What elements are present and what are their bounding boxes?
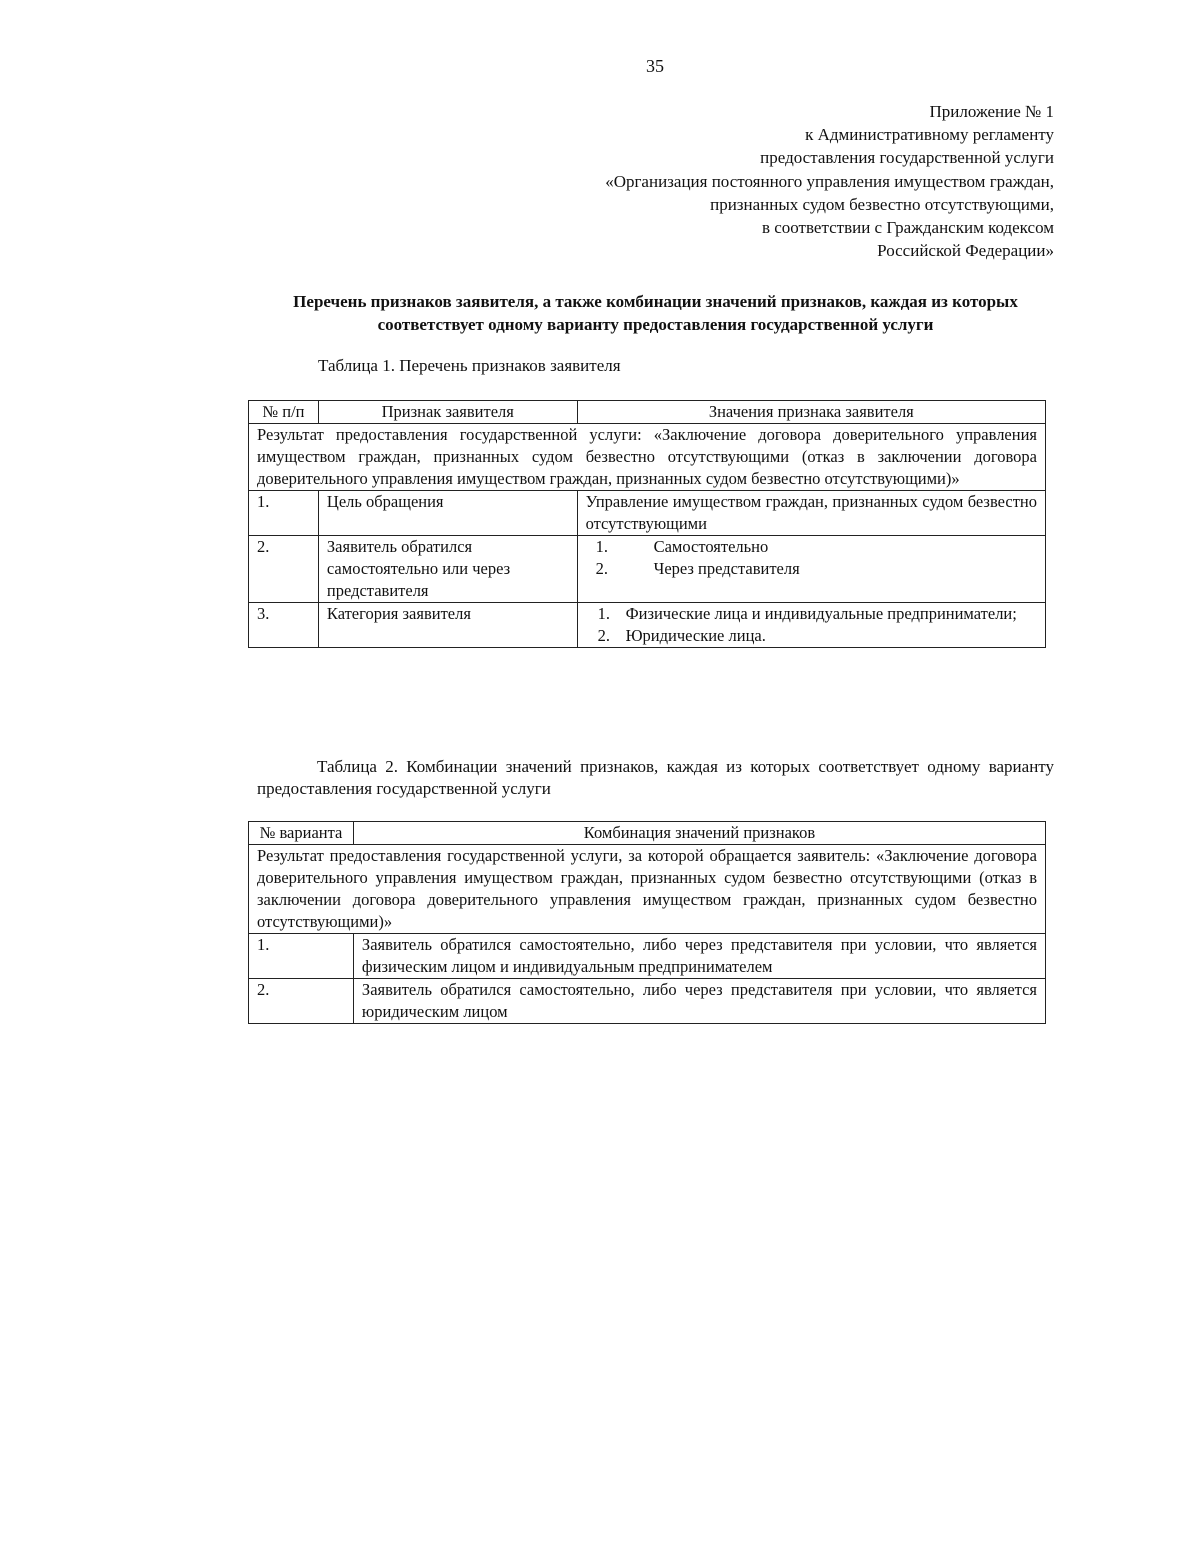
list-text: Через представителя [653,559,800,578]
value-cell [577,536,1045,603]
header-cell-variant: № варианта [249,822,354,845]
appendix-line: признанных судом безвестно отсутствующими, [710,194,1054,214]
result-row [249,845,1046,934]
header-cell-values: Значения признака заявителя [577,401,1045,424]
table-row [249,934,1046,979]
result-cell: Результат предоставления государственной услуги, за которой обращается заявитель: «Заключение договора доверительного управления имуществом граждан, признанных судом безвестно отсутствующими (отказ в заключении договора доверительного управления имуществом граждан, признанных судом безвестно отсутствующими)» [249,845,1046,934]
feature-cell: Цель обращения [318,491,577,536]
list-number: 1. [595,537,608,556]
result-cell: Результат предоставления государственной услуги: «Заключение договора доверительного управления имуществом граждан, признанных судом безвестно отсутствующими (отказ в заключении договора доверительного управления имуществом граждан, признанных судом безвестно отсутствующими)» [249,424,1046,491]
list-item [586,625,1037,647]
page-number: 35 [646,56,664,76]
feature-cell: Категория заявителя [318,603,577,648]
table-header-row [249,401,1046,424]
feature-combinations-table [248,821,1046,1024]
row-number: 2. [249,979,354,1024]
table-header-row [249,822,1046,845]
header-cell-combination: Комбинация значений признаков [353,822,1045,845]
list-number: 2. [595,559,608,578]
table-row [249,536,1046,603]
table1-caption: Таблица 1. Перечень признаков заявителя [318,356,621,375]
list-number: 1. [597,604,610,623]
header-cell-number: № п/п [249,401,319,424]
table2-caption: Таблица 2. Комбинации значений признаков, каждая из которых соответствует одному варианту предоставления государственной услуги [257,757,1054,798]
value-cell [577,603,1045,648]
table-row [249,979,1046,1024]
row-number: 1. [249,934,354,979]
appendix-line: Приложение № 1 [929,102,1054,121]
list-number: 2. [597,626,610,645]
list-item [586,603,1037,625]
table-row [249,491,1046,536]
row-number: 2. [249,536,319,603]
table-row [249,603,1046,648]
appendix-line: предоставления государственной услуги [760,148,1054,168]
combination-cell: Заявитель обратился самостоятельно, либо через представителя при условии, что является физическим лицом и индивидуальным предпринимателем [353,934,1045,979]
row-number: 1. [249,491,319,536]
list-text: Физические лица и индивидуальные предприниматели; [625,604,1017,623]
list-item [586,558,1037,580]
list-text: Юридические лица. [625,626,766,645]
appendix-line: «Организация постоянного управления имуществом граждан, [605,171,1054,191]
result-row [249,424,1046,491]
header-cell-feature: Признак заявителя [318,401,577,424]
appendix-line: к Административному регламенту [805,125,1054,145]
feature-cell: Заявитель обратился самостоятельно или через представителя [318,536,577,603]
list-item [586,536,1037,558]
combination-cell: Заявитель обратился самостоятельно, либо через представителя при условии, что является юридическим лицом [353,979,1045,1024]
applicant-features-table [248,400,1046,648]
list-text: Самостоятельно [653,537,769,556]
row-number: 3. [249,603,319,648]
appendix-line: Российской Федерации» [877,241,1054,261]
appendix-line: в соответствии с Гражданским кодексом [761,218,1054,238]
value-cell: Управление имуществом граждан, признанных судом безвестно отсутствующими [577,491,1045,536]
document-title: Перечень признаков заявителя, а также комбинации значений признаков, каждая из которых соответствует одному варианту предоставления государственной услуги [293,292,1018,334]
appendix-header [434,100,1054,262]
